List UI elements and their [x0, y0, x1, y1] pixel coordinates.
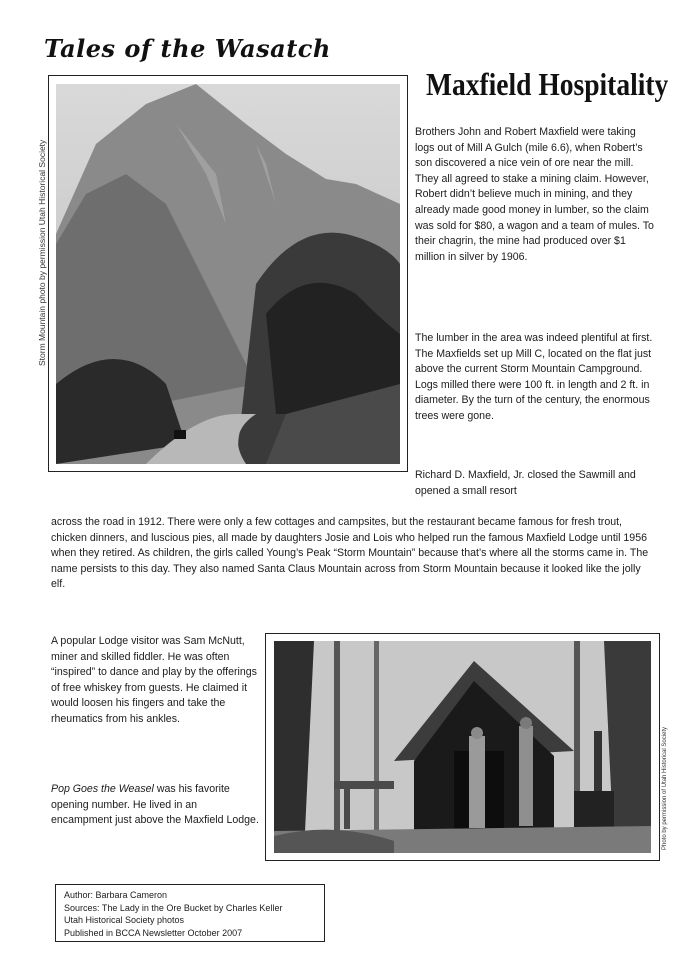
paragraph-6-text: was his favorite opening number. He lived in an encampment just above the Maxfield Lodge. — [51, 783, 259, 827]
article-paragraph-1: Brothers John and Robert Maxfield were taking logs out of Mill A Gulch (mile 6.6), when Robert’s son discovered a nice vein of ore near the mill. They all agreed to stake a mining claim. However, Robert didn’t believe much in mining, and they already made good money in lumber, so the claim was sold for $80, a wagon and a team of mules. To their chagrin, the mine had produced over $1 million in silver by 1906. — [415, 126, 654, 263]
song-title: Pop Goes the Weasel — [51, 783, 154, 795]
storm-mountain-photo-frame — [37, 75, 408, 472]
article-paragraph-2: The lumber in the area was indeed plentiful at first. The Maxfields set up Mill C, located on the flat just above the current Storm Mountain Campground. Logs milled there were 100 ft. in length and 2 ft. in diameter. By the turn of the century, the enormous trees were gone. — [415, 332, 653, 422]
article-paragraph-4: across the road in 1912. There were only a few cottages and campsites, but the restaurant became famous for fresh trout, chicken dinners, and luscious pies, all made by daughters Josie and Lois who helped run the famous Maxfield Lodge until 1956 when they retired. As children, the girls called Young’s Peak “Storm Mountain” because that’s where all the storms came in. The name persists to this day. They also named Santa Claus Mountain across from Storm Mountain because it looked like the jolly elf. — [51, 516, 649, 591]
storm-mountain-photo — [56, 84, 400, 464]
photos-line: Utah Historical Society photos — [64, 915, 185, 925]
cabin-photo-frame — [265, 633, 660, 861]
article-paragraph-3: Richard D. Maxfield, Jr. closed the Sawmill and opened a small resort — [415, 469, 636, 497]
cabin-photo — [274, 641, 651, 853]
published-line: Published in BCCA Newsletter October 2007 — [64, 927, 243, 938]
article-title: Maxfield Hospitality — [426, 66, 669, 102]
article-paragraph-6 — [51, 782, 261, 829]
photo1-credit: Storm Mountain photo by permission Utah Historical Society — [37, 139, 47, 366]
article-paragraph-5: A popular Lodge visitor was Sam McNutt, miner and skilled fiddler. He was often “inspired” to dance and play by the offerings of free whiskey from guests. He claimed it would loosen his fingers and take the rheumatics from his ankles. — [51, 635, 257, 725]
author-line: Author: Barbara Cameron — [64, 890, 168, 900]
sources-line: Sources: The Lady in the Ore Bucket by Charles Keller — [64, 902, 283, 913]
series-title: Tales of the Wasatch — [44, 34, 331, 63]
source-box — [55, 884, 325, 942]
photo2-credit: Photo by permission of Utah Historical Society — [662, 726, 668, 850]
